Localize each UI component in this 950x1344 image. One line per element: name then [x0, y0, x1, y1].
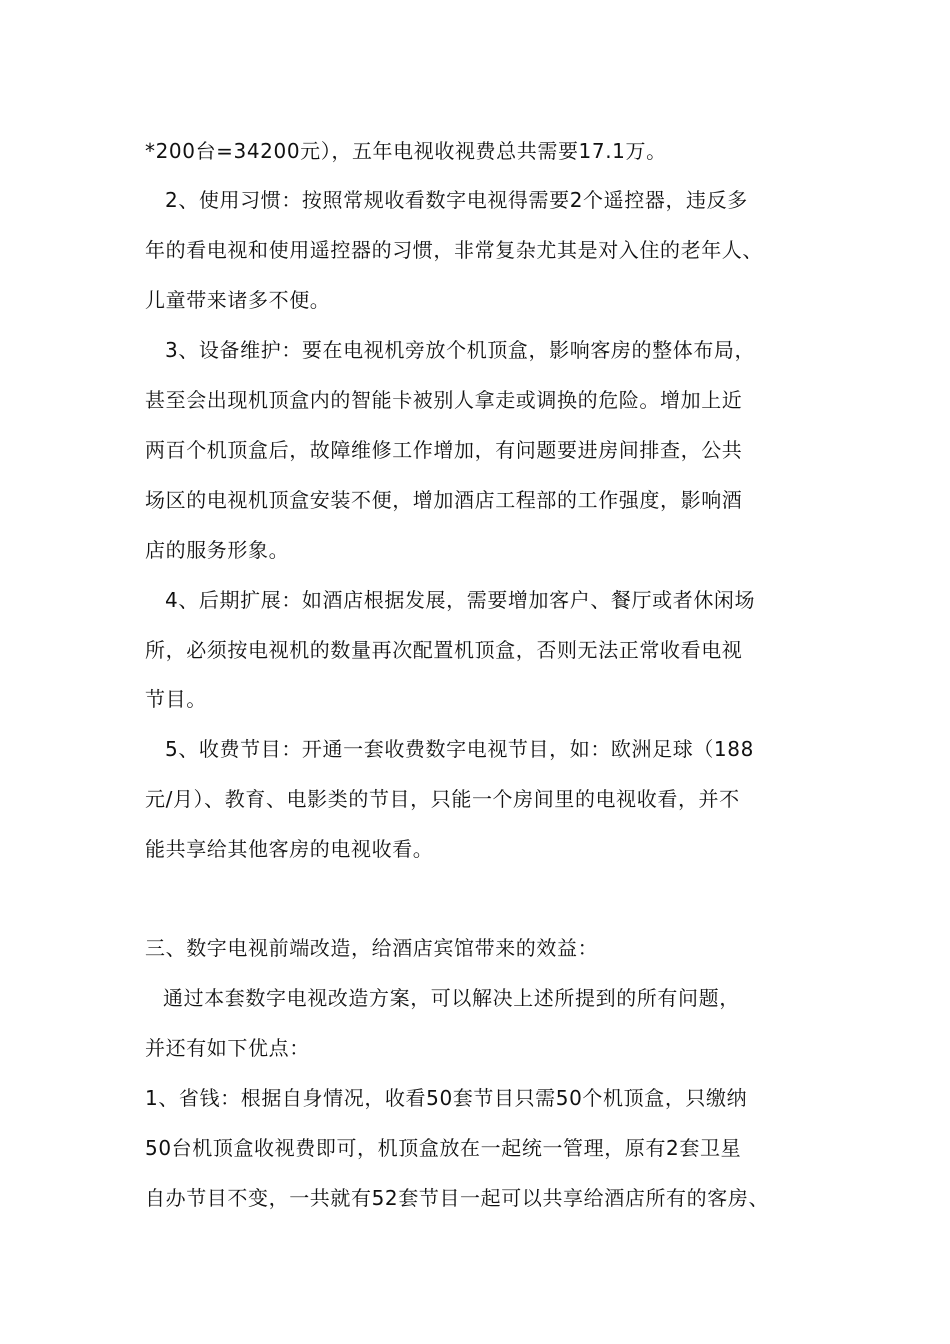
text-line: 儿童带来诸多不便。 — [145, 288, 331, 312]
text-line: 2、使用习惯：按照常规收看数字电视得需要2个遥控器，违反多 — [165, 188, 748, 212]
text-line: 并还有如下优点： — [145, 1036, 310, 1060]
text-line: *200台=34200元），五年电视收视费总共需要17.1万。 — [145, 139, 667, 163]
text-line: 通过本套数字电视改造方案，可以解决上述所提到的所有问题， — [163, 986, 740, 1010]
text-line: 年的看电视和使用遥控器的习惯，非常复杂尤其是对入住的老年人、 — [145, 238, 763, 262]
text-line: 场区的电视机顶盒安装不便，增加酒店工程部的工作强度，影响酒 — [145, 488, 743, 512]
text-line: 店的服务形象。 — [145, 538, 290, 562]
text-line: 4、后期扩展：如酒店根据发展，需要增加客户、餐厅或者休闲场 — [165, 588, 756, 612]
text-line: 甚至会出现机顶盒内的智能卡被别人拿走或调换的危险。增加上近 — [145, 388, 743, 412]
text-line: 1、省钱：根据自身情况，收看50套节目只需50个机顶盒，只缴纳 — [145, 1086, 748, 1110]
text-line: 50台机顶盒收视费即可，机顶盒放在一起统一管理，原有2套卫星 — [145, 1136, 742, 1160]
text-line: 5、收费节目：开通一套收费数字电视节目，如：欧洲足球（188 — [165, 737, 754, 761]
section-heading: 三、数字电视前端改造，给酒店宾馆带来的效益： — [145, 936, 599, 960]
text-line: 能共享给其他客房的电视收看。 — [145, 837, 434, 861]
text-line: 节目。 — [145, 687, 207, 711]
text-line: 元/月）、教育、电影类的节目，只能一个房间里的电视收看，并不 — [145, 787, 740, 811]
text-line: 所，必须按电视机的数量再次配置机顶盒，否则无法正常收看电视 — [145, 638, 743, 662]
text-line: 自办节目不变，一共就有52套节目一起可以共享给酒店所有的客房、 — [145, 1186, 770, 1210]
text-line: 两百个机顶盒后，故障维修工作增加，有问题要进房间排查，公共 — [145, 438, 743, 462]
text-line: 3、设备维护：要在电视机旁放个机顶盒，影响客房的整体布局， — [165, 338, 756, 362]
